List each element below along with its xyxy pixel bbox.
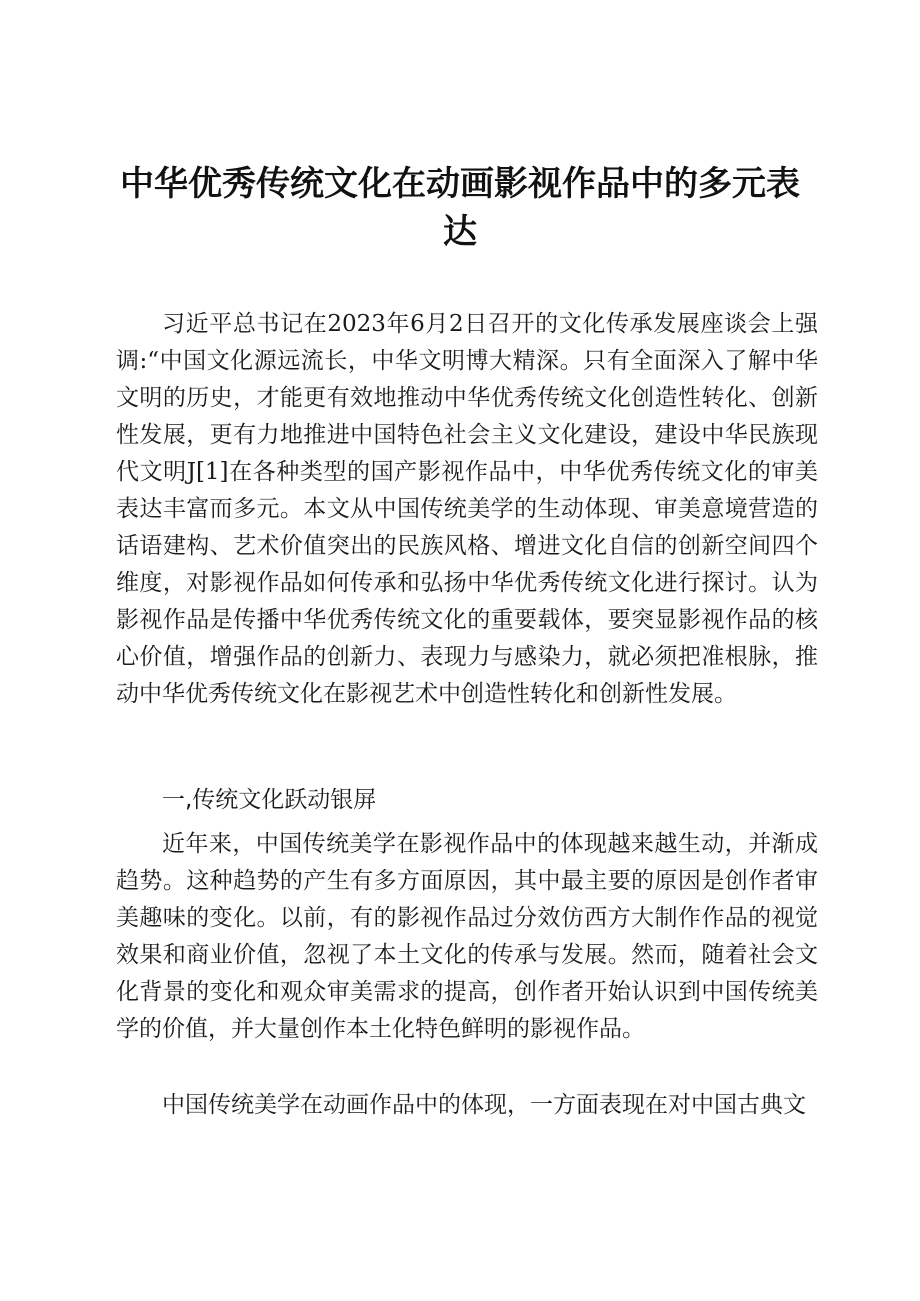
intro-paragraph: 习近平总书记在2023年6月2日召开的文化传承发展座谈会上强调:“中国文化源远流长，中华文明博大精深。只有全面深入了解中华文明的历史，才能更有效地推动中华优秀传统文化创造性转化、创新性发展，更有力地推进中国特色社会主义文化建设，建设中华民族现代文明J[1]在各种类型的国产影视作品中，中华优秀传统文化的审美表达丰富而多元。本文从中国传统美学的生动体现、审美意境营造的话语建构、艺术价值突出的民族风格、增进文化自信的创新空间四个维度，对影视作品如何传承和弘扬中华优秀传统文化进行探讨。认为影视作品是传播中华优秀传统文化的重要载体，要突显影视作品的核心价值，增强作品的创新力、表现力与感染力，就必须把准根脉，推动中华优秀传统文化在影视艺术中创造性转化和创新性发展。	[116, 311, 818, 707]
document-title: 中华优秀传统文化在动画影视作品中的多元表达	[120, 164, 800, 252]
section-paragraph-1: 近年来，中国传统美学在影视作品中的体现越来越生动，并渐成趋势。这种趋势的产生有多方面原因，其中最主要的原因是创作者审美趣味的变化。以前，有的影视作品过分效仿西方大制作作品的视觉效果和商业价值，忽视了本土文化的传承与发展。然而，随着社会文化背景的变化和观众审美需求的提高，创作者开始认识到中国传统美学的价值，并大量创作本土化特色鲜明的影视作品。	[116, 831, 818, 1042]
section-paragraph-2: 中国传统美学在动画作品中的体现，一方面表现在对中国古典文	[162, 1092, 806, 1118]
section-heading: 一,传统文化跃动银屏	[162, 787, 377, 813]
